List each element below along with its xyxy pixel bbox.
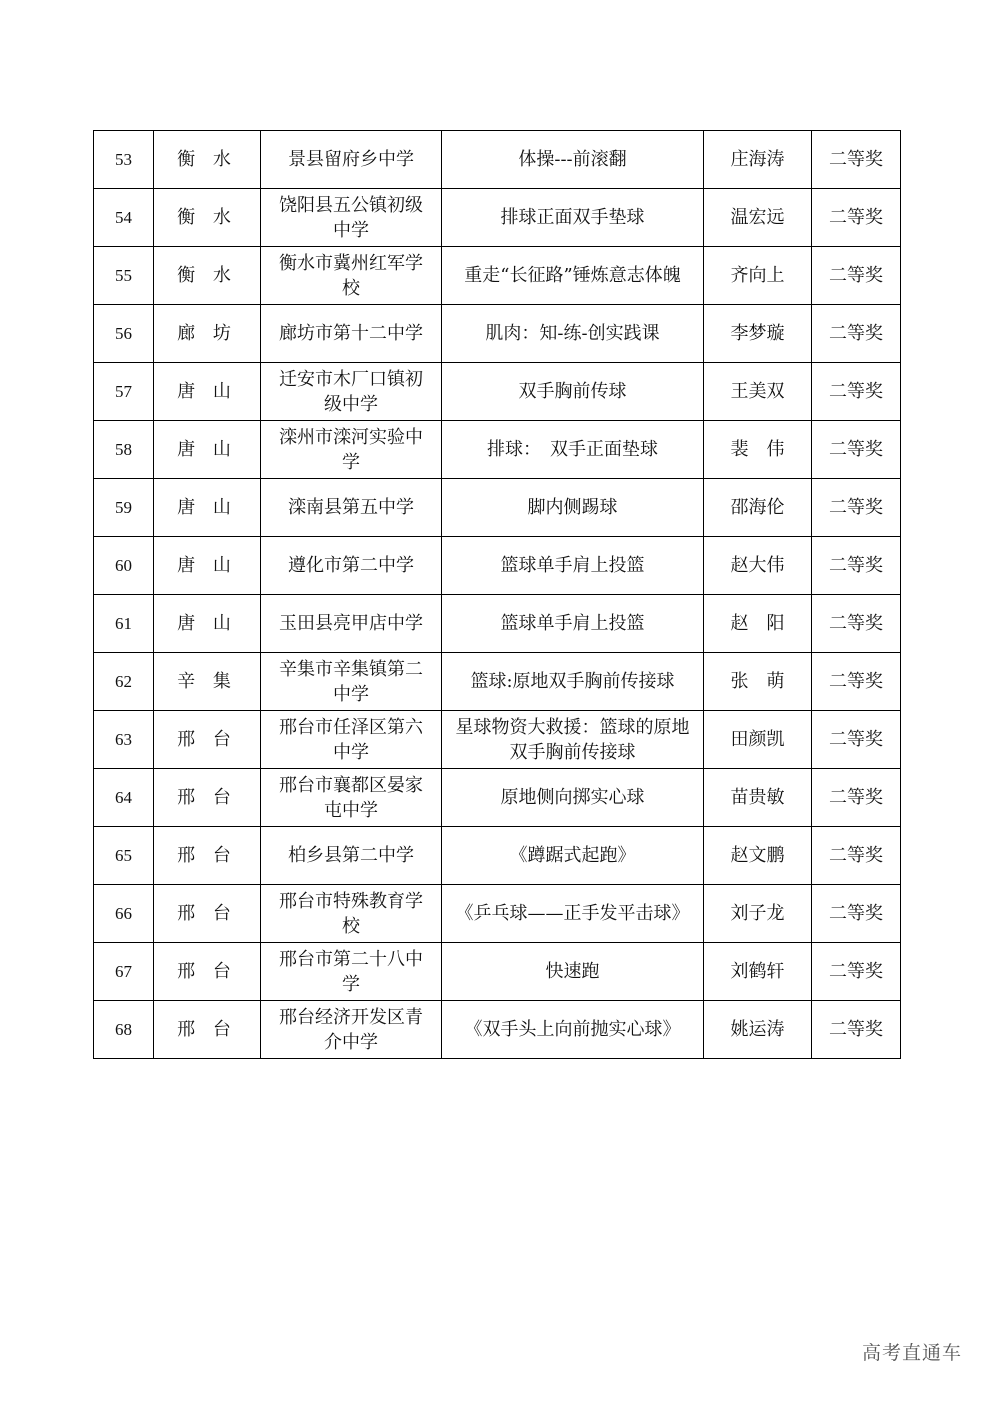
cell-school: 邢台市襄都区晏家屯中学 xyxy=(261,769,442,827)
cell-number: 57 xyxy=(94,363,154,421)
table-row xyxy=(94,363,901,421)
cell-award: 二等奖 xyxy=(812,189,901,247)
cell-number: 59 xyxy=(94,479,154,537)
table-row xyxy=(94,131,901,189)
cell-region: 唐 山 xyxy=(154,421,261,479)
cell-topic: 重走“长征路”锤炼意志体魄 xyxy=(442,247,704,305)
cell-region: 辛 集 xyxy=(154,653,261,711)
cell-region: 廊 坊 xyxy=(154,305,261,363)
table-row xyxy=(94,827,901,885)
cell-teacher: 裴 伟 xyxy=(704,421,812,479)
cell-number: 55 xyxy=(94,247,154,305)
cell-number: 68 xyxy=(94,1001,154,1059)
cell-number: 56 xyxy=(94,305,154,363)
cell-region: 衡 水 xyxy=(154,247,261,305)
cell-number: 62 xyxy=(94,653,154,711)
cell-teacher: 张 萌 xyxy=(704,653,812,711)
cell-teacher: 温宏远 xyxy=(704,189,812,247)
cell-number: 64 xyxy=(94,769,154,827)
cell-award: 二等奖 xyxy=(812,943,901,1001)
table-row xyxy=(94,943,901,1001)
cell-number: 65 xyxy=(94,827,154,885)
cell-award: 二等奖 xyxy=(812,479,901,537)
cell-topic: 篮球单手肩上投篮 xyxy=(442,537,704,595)
cell-award: 二等奖 xyxy=(812,305,901,363)
cell-region: 邢 台 xyxy=(154,1001,261,1059)
cell-school: 饶阳县五公镇初级中学 xyxy=(261,189,442,247)
table-row xyxy=(94,769,901,827)
cell-region: 邢 台 xyxy=(154,943,261,1001)
cell-number: 67 xyxy=(94,943,154,1001)
cell-teacher: 刘子龙 xyxy=(704,885,812,943)
cell-award: 二等奖 xyxy=(812,363,901,421)
cell-teacher: 田颜凯 xyxy=(704,711,812,769)
cell-teacher: 王美双 xyxy=(704,363,812,421)
watermark-text: 高考直通车 xyxy=(861,1342,962,1364)
cell-topic: 篮球:原地双手胸前传接球 xyxy=(442,653,704,711)
cell-topic: 排球： 双手正面垫球 xyxy=(442,421,704,479)
cell-award: 二等奖 xyxy=(812,827,901,885)
cell-number: 60 xyxy=(94,537,154,595)
cell-school: 柏乡县第二中学 xyxy=(261,827,442,885)
cell-number: 63 xyxy=(94,711,154,769)
cell-teacher: 赵大伟 xyxy=(704,537,812,595)
table-row xyxy=(94,421,901,479)
cell-school: 廊坊市第十二中学 xyxy=(261,305,442,363)
cell-award: 二等奖 xyxy=(812,769,901,827)
cell-school: 滦南县第五中学 xyxy=(261,479,442,537)
table-row xyxy=(94,189,901,247)
cell-school: 玉田县亮甲店中学 xyxy=(261,595,442,653)
table-row xyxy=(94,1001,901,1059)
cell-award: 二等奖 xyxy=(812,711,901,769)
cell-award: 二等奖 xyxy=(812,247,901,305)
cell-school: 邢台市特殊教育学校 xyxy=(261,885,442,943)
cell-award: 二等奖 xyxy=(812,421,901,479)
cell-topic: 篮球单手肩上投篮 xyxy=(442,595,704,653)
cell-region: 邢 台 xyxy=(154,885,261,943)
cell-topic: 快速跑 xyxy=(442,943,704,1001)
cell-topic: 原地侧向掷实心球 xyxy=(442,769,704,827)
cell-region: 唐 山 xyxy=(154,479,261,537)
cell-school: 衡水市冀州红军学校 xyxy=(261,247,442,305)
cell-award: 二等奖 xyxy=(812,131,901,189)
cell-school: 遵化市第二中学 xyxy=(261,537,442,595)
cell-topic: 双手胸前传球 xyxy=(442,363,704,421)
table-row xyxy=(94,537,901,595)
cell-number: 53 xyxy=(94,131,154,189)
cell-topic: 排球正面双手垫球 xyxy=(442,189,704,247)
cell-region: 唐 山 xyxy=(154,537,261,595)
cell-number: 54 xyxy=(94,189,154,247)
table-row xyxy=(94,305,901,363)
cell-school: 迁安市木厂口镇初级中学 xyxy=(261,363,442,421)
table-row xyxy=(94,595,901,653)
cell-topic: 《蹲踞式起跑》 xyxy=(442,827,704,885)
cell-region: 唐 山 xyxy=(154,363,261,421)
cell-topic: 星球物资大救援：篮球的原地双手胸前传接球 xyxy=(442,711,704,769)
cell-number: 61 xyxy=(94,595,154,653)
cell-school: 邢台市第二十八中学 xyxy=(261,943,442,1001)
cell-region: 邢 台 xyxy=(154,827,261,885)
cell-teacher: 赵 阳 xyxy=(704,595,812,653)
cell-award: 二等奖 xyxy=(812,653,901,711)
cell-teacher: 姚运涛 xyxy=(704,1001,812,1059)
cell-teacher: 齐向上 xyxy=(704,247,812,305)
cell-region: 唐 山 xyxy=(154,595,261,653)
table-row xyxy=(94,711,901,769)
cell-number: 58 xyxy=(94,421,154,479)
cell-school: 滦州市滦河实验中学 xyxy=(261,421,442,479)
cell-school: 邢台经济开发区青介中学 xyxy=(261,1001,442,1059)
cell-region: 衡 水 xyxy=(154,131,261,189)
cell-school: 辛集市辛集镇第二中学 xyxy=(261,653,442,711)
cell-teacher: 赵文鹏 xyxy=(704,827,812,885)
awards-table-body xyxy=(94,131,901,1059)
cell-award: 二等奖 xyxy=(812,537,901,595)
cell-region: 邢 台 xyxy=(154,711,261,769)
cell-award: 二等奖 xyxy=(812,595,901,653)
cell-teacher: 刘鹤轩 xyxy=(704,943,812,1001)
cell-topic: 肌肉：知-练-创实践课 xyxy=(442,305,704,363)
cell-topic: 脚内侧踢球 xyxy=(442,479,704,537)
cell-teacher: 庄海涛 xyxy=(704,131,812,189)
cell-teacher: 苗贵敏 xyxy=(704,769,812,827)
table-row xyxy=(94,247,901,305)
cell-school: 景县留府乡中学 xyxy=(261,131,442,189)
cell-teacher: 李梦璇 xyxy=(704,305,812,363)
cell-award: 二等奖 xyxy=(812,1001,901,1059)
awards-table xyxy=(93,130,901,1059)
cell-teacher: 邵海伦 xyxy=(704,479,812,537)
cell-topic: 体操---前滚翻 xyxy=(442,131,704,189)
cell-topic: 《双手头上向前抛实心球》 xyxy=(442,1001,704,1059)
cell-school: 邢台市任泽区第六中学 xyxy=(261,711,442,769)
cell-topic: 《乒乓球——正手发平击球》 xyxy=(442,885,704,943)
table-row xyxy=(94,479,901,537)
cell-region: 邢 台 xyxy=(154,769,261,827)
cell-region: 衡 水 xyxy=(154,189,261,247)
table-row xyxy=(94,885,901,943)
cell-number: 66 xyxy=(94,885,154,943)
cell-award: 二等奖 xyxy=(812,885,901,943)
table-row xyxy=(94,653,901,711)
